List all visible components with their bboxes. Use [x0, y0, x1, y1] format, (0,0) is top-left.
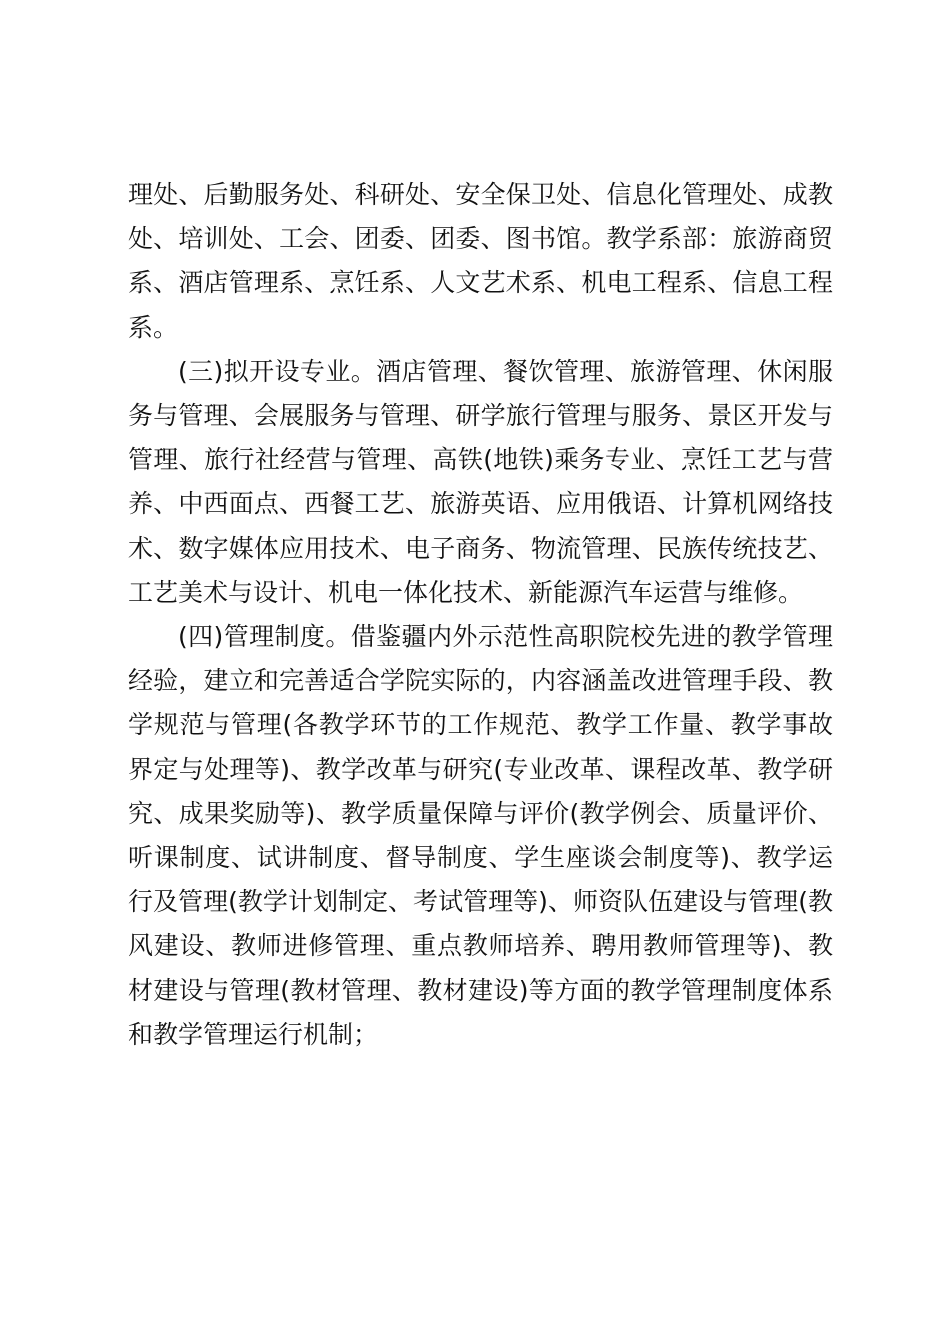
paragraph-management-system: (四)管理制度。借鉴疆内外示范性高职院校先进的教学管理经验，建立和完善适合学院实际的，内容涵盖改进管理手段、教学规范与管理(各教学环节的工作规范、教学工作量、教学事故界定与处理等)、教学改革与研究(专业改革、课程改革、教学研究、成果奖励等)、教学质量保障与评价(教学例会、质量评价、听课制度、试讲制度、督导制度、学生座谈会制度等)、教学运行及管理(教学计划制定、考试管理等)、师资队伍建设与管理(教风建设、教师进修管理、重点教师培养、聘用教师管理等)、教材建设与管理(教材管理、教材建设)等方面的教学管理制度体系和教学管理运行机制； — [128, 622, 833, 1049]
document-body — [128, 173, 833, 1057]
paragraph-departments-continued: 理处、后勤服务处、科研处、安全保卫处、信息化管理处、成教处、培训处、工会、团委、团委、图书馆。教学系部：旅游商贸系、酒店管理系、烹饪系、人文艺术系、机电工程系、信息工程系。 — [128, 180, 833, 342]
paragraph-planned-majors: (三)拟开设专业。酒店管理、餐饮管理、旅游管理、休闲服务与管理、会展服务与管理、研学旅行管理与服务、景区开发与管理、旅行社经营与管理、高铁(地铁)乘务专业、烹饪工艺与营养、中西面点、西餐工艺、旅游英语、应用俄语、计算机网络技术、数字媒体应用技术、电子商务、物流管理、民族传统技艺、工艺美术与设计、机电一体化技术、新能源汽车运营与维修。 — [128, 356, 833, 607]
